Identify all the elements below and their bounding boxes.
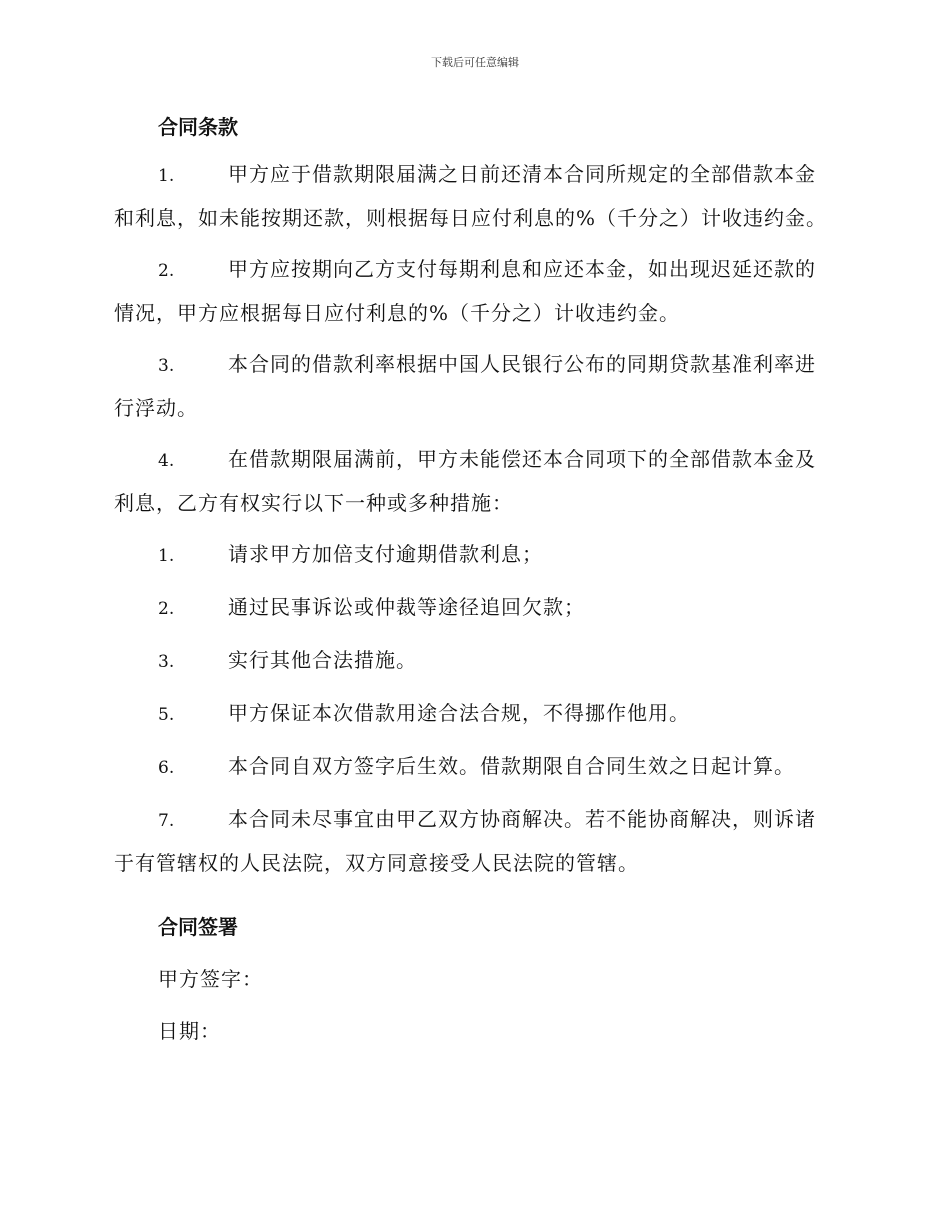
signature-party-label: 甲方签字： xyxy=(158,967,263,991)
clause-text: 本合同自双方签字后生效。借款期限自合同生效之日起计算。 xyxy=(228,754,795,778)
page-header: 下载后可任意编辑 xyxy=(431,56,519,69)
sub-clause-paragraph xyxy=(114,639,836,683)
clause-number: 7. xyxy=(158,811,175,831)
clause-paragraph xyxy=(114,438,836,524)
clause-text: 通过民事诉讼或仲裁等途径追回欠款； xyxy=(228,595,585,619)
sub-clause-paragraph xyxy=(114,533,836,577)
clause-number: 5. xyxy=(158,705,175,725)
clause-text: 甲方应按期向乙方支付每期利息和应还本金，如出现迟延还款的情况，甲方应根据每日应付利息的%（千分之）计收违约金。 xyxy=(114,257,816,325)
clause-text: 在借款期限届满前，甲方未能偿还本合同项下的全部借款本金及利息，乙方有权实行以下一种或多种措施： xyxy=(114,447,816,515)
clause-paragraph xyxy=(114,153,836,239)
signature-date-label: 日期： xyxy=(158,1019,221,1043)
clause-paragraph xyxy=(114,798,836,884)
clause-text: 实行其他合法措施。 xyxy=(228,648,417,672)
clause-number: 1. xyxy=(158,166,175,186)
clause-text: 甲方保证本次借款用途合法合规，不得挪作他用。 xyxy=(228,701,690,725)
section-title-signing: 合同签署 xyxy=(158,915,238,939)
clause-number: 3. xyxy=(158,652,175,672)
clause-number: 6. xyxy=(158,758,175,778)
clause-number: 2. xyxy=(158,599,175,619)
clause-number: 3. xyxy=(158,356,175,376)
clause-number: 2. xyxy=(158,261,175,281)
clause-text: 本合同未尽事宜由甲乙双方协商解决。若不能协商解决，则诉诸于有管辖权的人民法院，双方同意接受人民法院的管辖。 xyxy=(114,807,816,875)
clause-paragraph xyxy=(114,343,836,429)
clause-text: 请求甲方加倍支付逾期借款利息； xyxy=(228,542,543,566)
clause-paragraph xyxy=(114,745,836,789)
clause-number: 4. xyxy=(158,451,175,471)
section-title-terms: 合同条款 xyxy=(158,115,238,139)
sub-clause-paragraph xyxy=(114,586,836,630)
document-body xyxy=(114,110,836,1048)
clause-paragraph xyxy=(114,248,836,334)
clause-number: 1. xyxy=(158,546,175,566)
clause-paragraph xyxy=(114,692,836,736)
clause-text: 甲方应于借款期限届满之日前还清本合同所规定的全部借款本金和利息，如未能按期还款，则根据每日应付利息的%（千分之）计收违约金。 xyxy=(114,162,828,230)
clause-text: 本合同的借款利率根据中国人民银行公布的同期贷款基准利率进行浮动。 xyxy=(114,352,816,420)
